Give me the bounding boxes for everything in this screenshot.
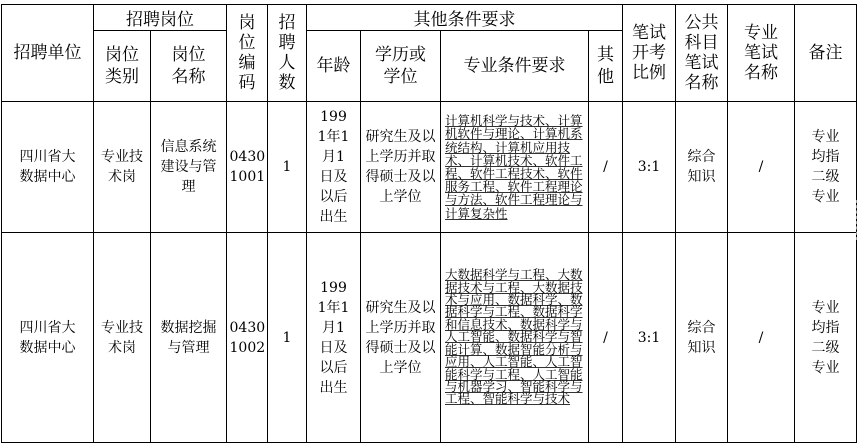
row-remarks: 专业均指二级专业 xyxy=(795,102,857,233)
row-name: 数据挖掘与管理 xyxy=(151,233,227,443)
row-type: 专业技术岗 xyxy=(94,233,151,443)
header-major-exam: 专业笔试名称 xyxy=(728,5,795,102)
row-count: 1 xyxy=(268,102,307,233)
row-major: 大数据科学与工程、大数据技术与工程、大数据技术与应用、数据科学、数据科学与工程、数据科学和信息技术、数据科学与人工智能、数据科学与智能计算、数据智能分析与应用、人工智能、人工智能科学与工程、人工智能与机器学习、智能科学与工程、智能科学与技术 xyxy=(441,233,589,443)
row-other: / xyxy=(589,102,623,233)
header-public-subject: 公共科目笔试名称 xyxy=(676,5,728,102)
row-age: 1991年1月1日及以后出生 xyxy=(307,233,361,443)
row-education: 研究生及以上学历并取得硕士及以上学位 xyxy=(361,102,441,233)
header-remarks: 备注 xyxy=(795,5,857,102)
table-row xyxy=(2,233,857,443)
row-type: 专业技术岗 xyxy=(94,102,151,233)
header-other: 其他 xyxy=(589,31,623,102)
row-name: 信息系统建设与管理 xyxy=(151,102,227,233)
table-row xyxy=(2,102,857,233)
row-major-exam: / xyxy=(728,102,795,233)
header-position-type: 岗位类别 xyxy=(94,31,151,102)
header-position-name: 岗位名称 xyxy=(151,31,227,102)
row-other: / xyxy=(589,233,623,443)
row-age: 1991年1月1日及以后出生 xyxy=(307,102,361,233)
header-other-conditions: 其他条件要求 xyxy=(307,5,623,31)
header-headcount: 招聘人数 xyxy=(268,5,307,102)
header-unit: 招聘单位 xyxy=(2,5,94,102)
row-code: 0430 1001 xyxy=(227,102,268,233)
header-age: 年龄 xyxy=(307,31,361,102)
recruitment-table xyxy=(1,4,857,443)
row-count: 1 xyxy=(268,233,307,443)
header-education: 学历或学位 xyxy=(361,31,441,102)
row-code: 0430 1002 xyxy=(227,233,268,443)
row-public-subject: 综合知识 xyxy=(676,233,728,443)
header-position-code: 岗位编码 xyxy=(227,5,268,102)
header-major: 专业条件要求 xyxy=(441,31,589,102)
row-unit: 四川省大数据中心 xyxy=(2,233,94,443)
row-major-exam: / xyxy=(728,233,795,443)
page-edge-marker xyxy=(856,200,860,240)
row-unit: 四川省大数据中心 xyxy=(2,102,94,233)
row-ratio: 3:1 xyxy=(623,102,676,233)
row-remarks: 专业均指二级专业 xyxy=(795,233,857,443)
row-ratio: 3:1 xyxy=(623,233,676,443)
row-public-subject: 综合知识 xyxy=(676,102,728,233)
row-education: 研究生及以上学历并取得硕士及以上学位 xyxy=(361,233,441,443)
header-exam-ratio: 笔试开考比例 xyxy=(623,5,676,102)
header-position-group: 招聘岗位 xyxy=(94,5,227,31)
row-major: 计算机科学与技术、计算机软件与理论、计算机系统结构、计算机应用技术、计算机技术、软件工程、软件工程技术、软件服务工程、软件工程理论与方法、软件工程理论与计算复杂性 xyxy=(441,102,589,233)
